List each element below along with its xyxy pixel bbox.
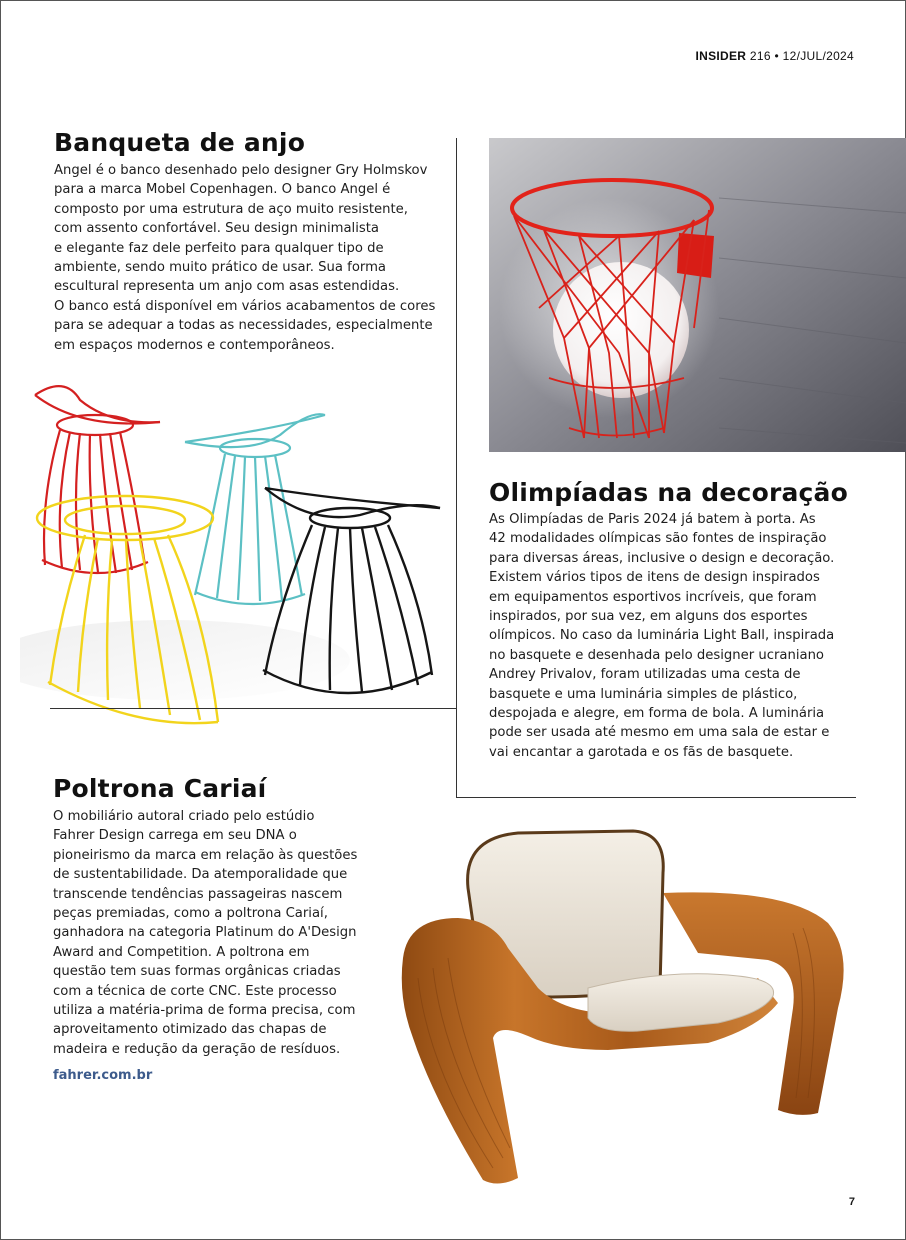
header-separator: •: [774, 49, 779, 63]
column-divider: [456, 138, 457, 798]
issue-number: 216: [749, 49, 771, 63]
cariai-armchair-photo: [398, 828, 850, 1190]
olimpiadas-text: As Olimpíadas de Paris 2024 já batem à porta. As 42 modalidades olímpicas são fontes de inspiração para diversas áreas, inclusive o design e decoração. Existem vários tipos de itens de design inspirados em equipamentos esportivos incríveis, que foram inspirados, por sua vez, em alguns dos esportes olímpicos. No caso da luminária Light Ball, inspirada no basquete e desenhada pelo designer ucraniano Andrey Privalov, foram utilizadas uma cesta de basquete e uma luminária simples de plástico, despojada e alegre, em forma de bola. A luminária pode ser usada até mesmo em uma sala de estar e vai encantar a garotada e os fãs de basquete.: [489, 512, 835, 760]
section-divider-left: [50, 708, 456, 709]
issue-date: 12/JUL/2024: [782, 49, 854, 63]
page-header: [696, 49, 855, 63]
page-number: 7: [848, 1196, 855, 1208]
poltrona-title: Poltrona Cariaí: [53, 774, 267, 803]
angel-stools-photo: [20, 370, 450, 735]
olimpiadas-title: Olimpíadas na decoração: [489, 478, 849, 507]
light-ball-lamp-photo: [489, 138, 906, 452]
banqueta-title: Banqueta de anjo: [54, 128, 306, 157]
section-divider-right: [456, 797, 856, 798]
magazine-name: INSIDER: [695, 49, 747, 63]
banqueta-text: Angel é o banco desenhado pelo designer Gry Holmskov para a marca Mobel Copenhagen. O banco Angel é composto por uma estrutura de aço muito resistente, com assento confortável. Seu design minimalista e elegante faz dele perfeito para qualquer tipo de ambiente, sendo muito prático de usar. Sua forma escultural representa um anjo com asas estendidas. O banco está disponível em vários acabamentos de cores para se adequar a todas as necessidades, especialmente em espaços modernos e contemporâneos.: [54, 163, 436, 353]
fahrer-link[interactable]: fahrer.com.br: [53, 1068, 153, 1083]
poltrona-text: O mobiliário autoral criado pelo estúdio Fahrer Design carrega em seu DNA o pioneirismo da marca em relação às questões de sustentabilidade. Da atemporalidade que transcende tendências passageiras nascem peças premiadas, como a poltrona Cariaí, ganhadora na categoria Platinum do A'Design Award and Competition. A poltrona em questão tem suas formas orgânicas criadas com a técnica de corte CNC. Este processo utiliza a matéria-prima de forma precisa, com aproveitamento otimizado das chapas de madeira e redução da geração de resíduos.: [53, 809, 358, 1057]
